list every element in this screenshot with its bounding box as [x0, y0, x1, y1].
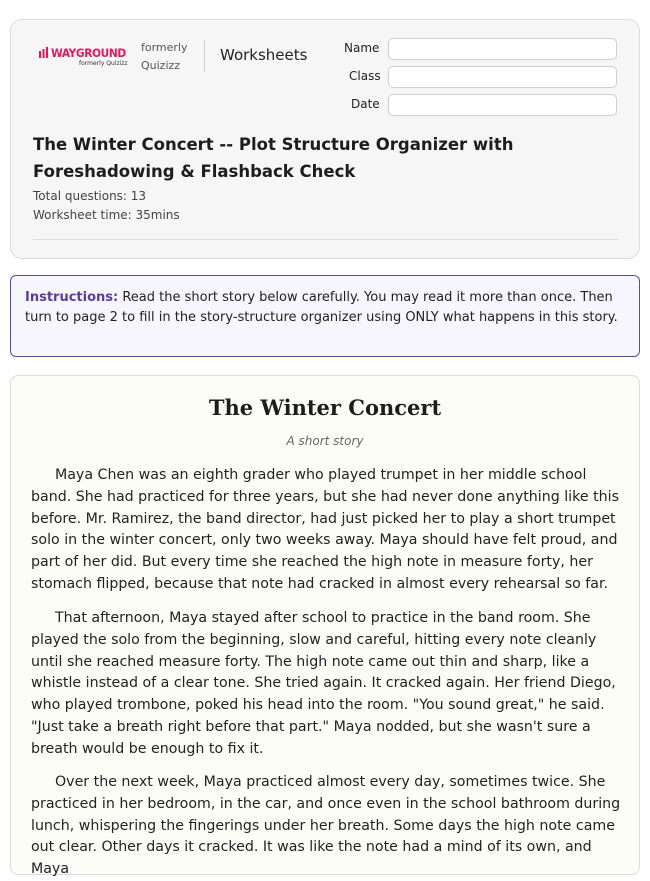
total-questions: Total questions: 13 [33, 189, 147, 203]
story-paragraph-2: That afternoon, Maya stayed after school to practice in the band room. She played the solo from the beginning, slow and careful, hitting every note cleanly until she reached measure forty. The high note came out thin and sharp, like a whistle instead of a clear tone. She tried again. It cracked again. Her friend Diego, who played trombone, poked his head into the room. "You sound great," he said. "Just take a breath right before that part." Maya nodded, but she wasn't sure a breath would be enough to fix it. [31, 610, 616, 757]
logo-subtext: formerly Quizizz [79, 60, 128, 67]
name-input[interactable] [388, 38, 617, 60]
story-title: The Winter Concert [208, 395, 442, 420]
worksheet-header [10, 19, 640, 259]
formerly-label: formerly Quizizz [141, 41, 188, 72]
worksheet-title: The Winter Concert -- Plot Structure Organizer with Foreshadowing & Flashback Check [33, 135, 514, 181]
logo-mark-icon [39, 47, 51, 59]
date-input[interactable] [388, 94, 617, 116]
story-subtitle: A short story [286, 434, 364, 448]
story-paragraph-3: Over the next week, Maya practiced almost every day, sometimes twice. She practiced in her bedroom, in the car, and once even in the school bathroom during lunch, whispering the fingerings under her breath. Some days the high note came out clear. Other days it cracked. It was like the note had a mind of its own, and Maya [31, 774, 621, 878]
class-label: Class [349, 69, 381, 83]
section-label: Worksheets [220, 46, 308, 64]
class-input[interactable] [388, 66, 617, 88]
date-label: Date [351, 97, 380, 111]
story-paragraph-1: Maya Chen was an eighth grader who played trumpet in her middle school band. She had practiced for three years, but she had never done anything like this before. Mr. Ramirez, the band director, had just picked her to play a short trumpet solo in the winter concert, only two weeks away. Maya should have felt proud, and part of her did. But every time she reached the high note in measure forty, her stomach flipped, because that note had cracked in almost every rehearsal so far. [31, 467, 619, 592]
wayground-logo [39, 46, 129, 74]
logo-text: WAYGROUND [51, 46, 126, 60]
header-rule [33, 239, 618, 240]
instructions-label: Instructions: [25, 290, 119, 305]
header-divider [204, 40, 205, 72]
name-label: Name [344, 41, 380, 55]
instructions-text: Read the short story below carefully. You may read it more than once. Then turn to page 2 to fill in the story-structure organizer using ONLY what happens in this story. [25, 290, 618, 325]
worksheet-time: Worksheet time: 35mins [33, 208, 180, 222]
story-card [10, 375, 640, 878]
instructions-box [10, 275, 640, 357]
